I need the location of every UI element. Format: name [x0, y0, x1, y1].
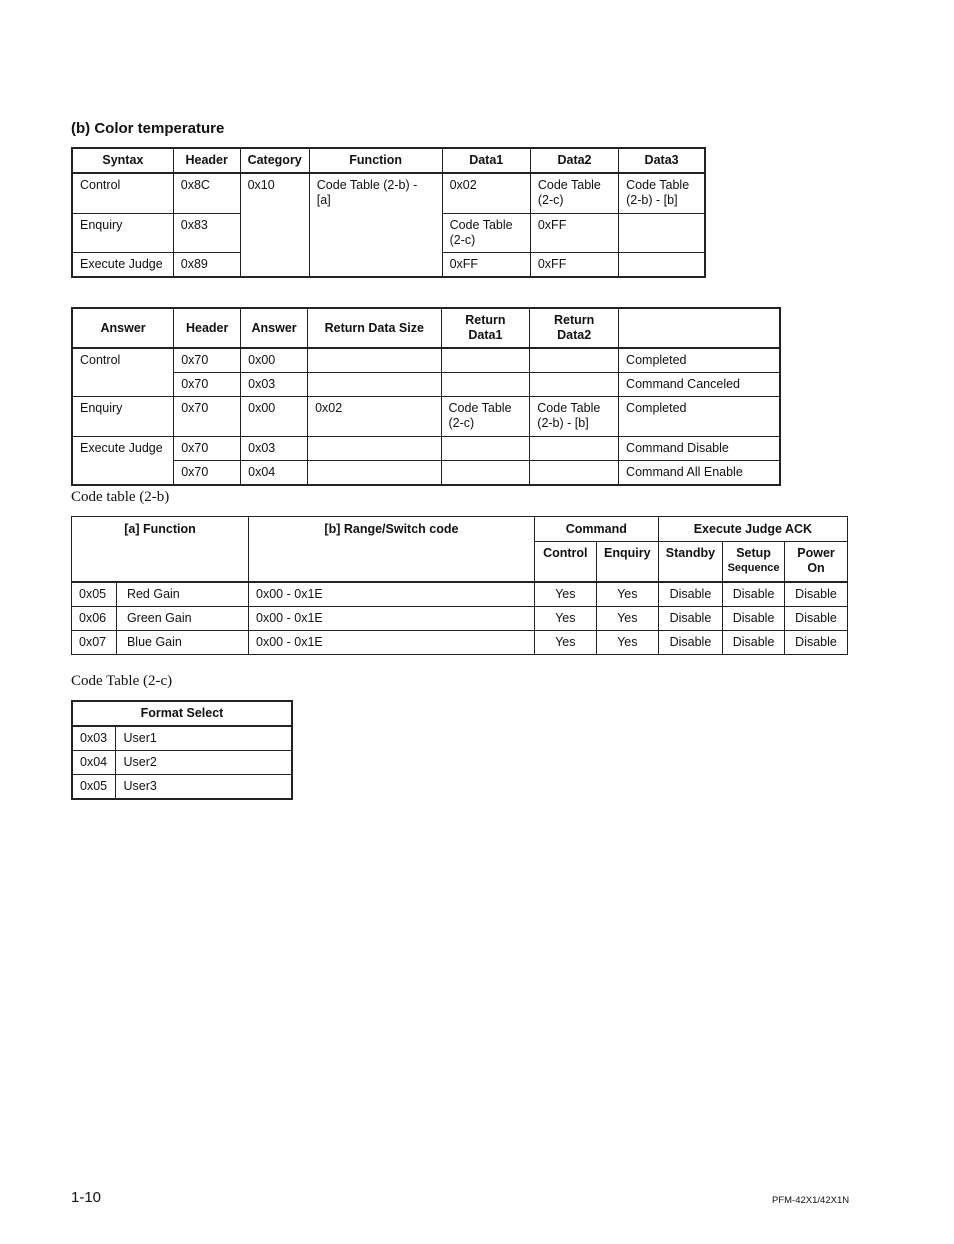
cell: 0x70 — [174, 348, 241, 373]
cell: 0x83 — [173, 213, 240, 252]
cell: 0x70 — [174, 437, 241, 461]
table-row — [72, 348, 780, 373]
header-cell: Data2 — [530, 148, 618, 173]
answer-table — [71, 307, 781, 486]
cell: 0x00 — [241, 348, 308, 373]
cell: Execute Judge — [72, 252, 173, 277]
cell — [530, 373, 619, 397]
cell: 0x10 — [240, 173, 309, 277]
cell: 0xFF — [530, 213, 618, 252]
cell: 0x04 — [241, 461, 308, 486]
header-command: Command — [534, 517, 658, 542]
caption-code-table-2b: Code table (2-b) — [71, 489, 170, 505]
cell: Command Canceled — [619, 373, 780, 397]
cell: 0x03 — [241, 437, 308, 461]
cell: 0x70 — [174, 397, 241, 437]
cell — [308, 461, 441, 486]
cell: Yes — [534, 606, 596, 630]
cell: Code Table (2-b) - [b] — [530, 397, 619, 437]
header-format-select: Format Select — [72, 701, 292, 726]
header-cell: Return Data Size — [308, 308, 441, 348]
cell: Yes — [596, 606, 658, 630]
cell: Disable — [723, 606, 785, 630]
cell: Disable — [785, 606, 848, 630]
table-row — [72, 751, 292, 775]
table-row — [72, 630, 848, 654]
cell — [441, 348, 530, 373]
cell: 0x8C — [173, 173, 240, 213]
header-power: Power — [797, 546, 835, 560]
cell: 0x06 — [72, 606, 117, 630]
cell — [530, 437, 619, 461]
header-setup: Setup — [736, 546, 771, 560]
header-range: [b] Range/Switch code — [249, 517, 535, 582]
cell — [308, 437, 441, 461]
cell: Disable — [723, 582, 785, 607]
header-cell: Answer — [241, 308, 308, 348]
header-cell: Return Data1 — [441, 308, 530, 348]
cell: Yes — [534, 630, 596, 654]
cell: Command All Enable — [619, 461, 780, 486]
header-execute-judge-ack: Execute Judge ACK — [658, 517, 847, 542]
cell: Execute Judge — [72, 437, 174, 486]
section-title: (b) Color temperature — [71, 120, 225, 137]
cell: Code Table (2-b) - [a] — [309, 173, 442, 277]
cell: Green Gain — [116, 606, 248, 630]
cell: 0x89 — [173, 252, 240, 277]
cell — [530, 461, 619, 486]
cell: Disable — [785, 582, 848, 607]
header-cell: Function — [309, 148, 442, 173]
cell: 0x00 - 0x1E — [249, 582, 535, 607]
table-row — [72, 397, 780, 437]
header-control: Control — [534, 542, 596, 582]
cell: 0x70 — [174, 461, 241, 486]
cell: 0xFF — [530, 252, 618, 277]
cell: Code Table (2-c) — [441, 397, 530, 437]
cell: Control — [72, 173, 173, 213]
cell — [308, 373, 441, 397]
cell: Disable — [658, 630, 722, 654]
code-table-2b — [71, 516, 848, 655]
syntax-table — [71, 147, 706, 278]
cell: Disable — [658, 606, 722, 630]
model-number: PFM-42X1/42X1N — [772, 1195, 850, 1206]
cell — [619, 252, 705, 277]
header-cell: Data1 — [442, 148, 530, 173]
cell: Disable — [723, 630, 785, 654]
header-setup-sequence — [723, 542, 785, 582]
cell: Red Gain — [116, 582, 248, 607]
cell: 0x07 — [72, 630, 117, 654]
cell: User1 — [116, 726, 292, 751]
cell: 0x03 — [241, 373, 308, 397]
table-row — [72, 173, 705, 213]
cell: Disable — [658, 582, 722, 607]
cell: 0x00 — [241, 397, 308, 437]
cell: Completed — [619, 348, 780, 373]
cell: Yes — [534, 582, 596, 607]
cell: Code Table (2-c) — [530, 173, 618, 213]
header-cell: Answer — [72, 308, 174, 348]
table-row — [72, 606, 848, 630]
cell: 0x02 — [442, 173, 530, 213]
header-standby: Standby — [658, 542, 722, 582]
cell: Enquiry — [72, 213, 173, 252]
header-cell: Category — [240, 148, 309, 173]
cell: 0x03 — [72, 726, 116, 751]
cell — [441, 437, 530, 461]
header-cell: Data3 — [619, 148, 705, 173]
table-row — [72, 582, 848, 607]
table-row — [72, 726, 292, 751]
cell — [619, 213, 705, 252]
table-row — [72, 373, 780, 397]
cell: 0x05 — [72, 582, 117, 607]
cell: Yes — [596, 582, 658, 607]
cell — [441, 373, 530, 397]
header-cell: Header — [174, 308, 241, 348]
cell: Code Table (2-b) - [b] — [619, 173, 705, 213]
cell — [441, 461, 530, 486]
caption-code-table-2c: Code Table (2-c) — [71, 673, 173, 689]
cell: Disable — [785, 630, 848, 654]
cell: 0x70 — [174, 373, 241, 397]
cell: Command Disable — [619, 437, 780, 461]
cell: 0x02 — [308, 397, 441, 437]
cell: Blue Gain — [116, 630, 248, 654]
cell: User3 — [116, 775, 292, 800]
header-power-on — [785, 542, 848, 582]
cell: Control — [72, 348, 174, 397]
cell: User2 — [116, 751, 292, 775]
cell: Enquiry — [72, 397, 174, 437]
cell — [530, 348, 619, 373]
header-cell: Header — [173, 148, 240, 173]
header-function: [a] Function — [72, 517, 249, 582]
table-row — [72, 437, 780, 461]
cell: 0x05 — [72, 775, 116, 800]
header-enquiry: Enquiry — [596, 542, 658, 582]
cell — [308, 348, 441, 373]
header-sequence: Sequence — [727, 562, 780, 574]
header-cell — [619, 308, 780, 348]
table-row — [72, 775, 292, 800]
cell: 0x00 - 0x1E — [249, 606, 535, 630]
cell: Completed — [619, 397, 780, 437]
cell: 0x04 — [72, 751, 116, 775]
code-table-2c — [71, 700, 293, 800]
header-cell: Syntax — [72, 148, 173, 173]
header-on: On — [807, 561, 825, 575]
page-number: 1-10 — [71, 1189, 102, 1206]
cell: Code Table (2-c) — [442, 213, 530, 252]
header-cell: Return Data2 — [530, 308, 619, 348]
table-row — [72, 461, 780, 486]
cell: 0x00 - 0x1E — [249, 630, 535, 654]
cell: Yes — [596, 630, 658, 654]
cell: 0xFF — [442, 252, 530, 277]
